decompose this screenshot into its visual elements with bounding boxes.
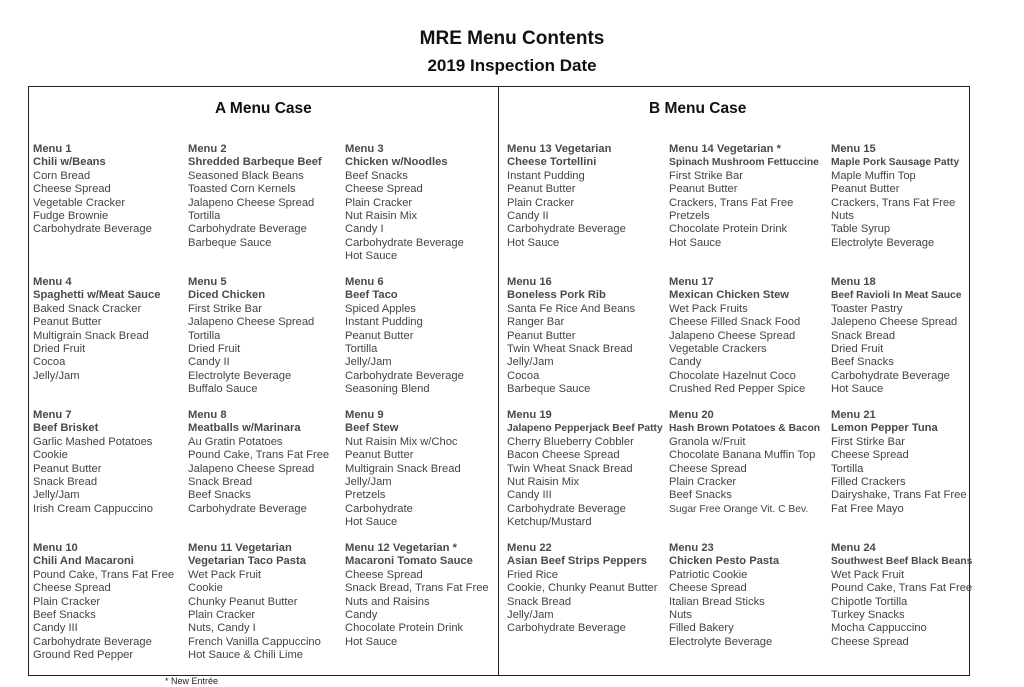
menu-item: Hot Sauce [669, 236, 722, 249]
menu-block [33, 409, 193, 516]
menu-item: Candy [669, 356, 702, 369]
menu-item: Fried Rice [507, 568, 558, 581]
menu-item: Fudge Brownie [33, 210, 109, 223]
menu-number: Menu 11 Vegetarian [188, 542, 292, 554]
menu-item: Crackers, Trans Fat Free [669, 196, 794, 209]
menu-item: Twin Wheat Snack Bread [507, 343, 633, 356]
menu-item: Wet Pack Fruit [188, 568, 262, 581]
menu-item: Bacon Cheese Spread [507, 449, 620, 462]
menu-item: Carbohydrate [345, 502, 413, 515]
menu-item: Patriotic Cookie [669, 568, 748, 581]
menu-item: Hot Sauce [345, 516, 398, 529]
menu-item: Nuts [669, 609, 693, 622]
menu-item: Snack Bread [33, 476, 98, 489]
menu-item: Snack Bread, Trans Fat Free [345, 582, 489, 595]
menu-item: Instant Pudding [345, 316, 423, 329]
menu-item: Peanut Butter [33, 462, 102, 475]
menu-item: Vegetable Cracker [33, 196, 126, 209]
menu-item: Toasted Corn Kernels [188, 183, 296, 196]
menu-item: Cheese Spread [831, 449, 909, 462]
menu-item: First Stirke Bar [831, 435, 905, 448]
menu-item: Pound Cake, Trans Fat Free [831, 582, 973, 595]
menu-item: Beef Snacks [669, 489, 732, 502]
menu-item: Peanut Butter [507, 183, 576, 196]
menu-item: Multigrain Snack Bread [345, 462, 461, 475]
menu-item: First Strike Bar [669, 169, 743, 182]
menu-item: Hot Sauce [831, 383, 884, 396]
menu-number: Menu 9 [345, 409, 384, 421]
menu-block [188, 143, 348, 250]
menu-entree: Shredded Barbeque Beef [188, 156, 322, 169]
menu-entree: Spaghetti w/Meat Sauce [33, 289, 161, 302]
menu-block [33, 143, 193, 237]
menu-item: Pretzels [345, 489, 386, 502]
menu-number: Menu 16 [507, 276, 552, 288]
menu-item: Chocolate Protein Drink [669, 223, 788, 236]
menu-item: Dried Fruit [831, 343, 884, 356]
menu-block [669, 143, 829, 250]
menu-block [188, 542, 348, 663]
menu-block [831, 276, 991, 397]
menu-number: Menu 24 [831, 542, 876, 554]
footnote: * New Entrée [165, 676, 219, 686]
menu-item: Granola w/Fruit [669, 435, 746, 448]
menu-item: Wet Pack Fruit [831, 568, 905, 581]
menu-item: Multigrain Snack Bread [33, 329, 149, 342]
menu-number: Menu 23 [669, 542, 714, 554]
menu-item: Electrolyte Beverage [669, 635, 773, 648]
menu-item: Tortilla [188, 329, 221, 342]
menu-item: Jalepeno Cheese Spread [831, 316, 958, 329]
menu-item: Filled Crackers [831, 476, 906, 489]
menu-item: Hot Sauce & Chili Lime [188, 649, 304, 662]
menu-entree: Asian Beef Strips Peppers [507, 555, 647, 568]
menu-item: Tortilla [831, 462, 864, 475]
menu-item: Fat Free Mayo [831, 502, 904, 515]
menu-item: Seasoned Black Beans [188, 169, 304, 182]
menu-block [345, 143, 505, 264]
menu-number: Menu 7 [33, 409, 72, 421]
menu-item: Candy III [507, 489, 552, 502]
menu-item: Jalapeno Cheese Spread [669, 329, 796, 342]
menu-item: Maple Muffin Top [831, 169, 916, 182]
menu-number: Menu 10 [33, 542, 78, 554]
menu-item: Pound Cake, Trans Fat Free [33, 568, 175, 581]
menu-number: Menu 18 [831, 276, 876, 288]
menu-item: Jelly/Jam [507, 609, 554, 622]
menu-block [507, 143, 667, 250]
menu-entree: Beef Brisket [33, 422, 99, 435]
menu-item: Buffalo Sauce [188, 383, 258, 396]
menu-item: Jelly/Jam [507, 356, 554, 369]
menu-item: Hot Sauce [345, 635, 398, 648]
menu-item: Carbohydrate Beverage [507, 622, 626, 635]
menu-entree: Hash Brown Potatoes & Bacon [669, 423, 821, 435]
menu-entree: Diced Chicken [188, 289, 266, 302]
menu-table [28, 86, 973, 676]
menu-number: Menu 21 [831, 409, 876, 421]
menu-block [507, 276, 667, 397]
menu-item: Hot Sauce [345, 250, 398, 263]
menu-number: Menu 3 [345, 143, 384, 155]
menu-item: Cherry Blueberry Cobbler [507, 435, 634, 448]
menu-item: Carbohydrate Beverage [507, 223, 626, 236]
menu-item: Jelly/Jam [345, 476, 392, 489]
menu-item: Nuts and Raisins [345, 595, 430, 608]
menu-item: Nuts, Candy I [188, 622, 256, 635]
menu-item: Instant Pudding [507, 169, 585, 182]
menu-entree: Lemon Pepper Tuna [831, 422, 938, 435]
menu-item: Candy I [345, 223, 384, 236]
menu-item: Cheese Spread [669, 462, 747, 475]
menu-number: Menu 14 Vegetarian * [669, 143, 781, 155]
menu-item: Jelly/Jam [345, 356, 392, 369]
menu-number: Menu 22 [507, 542, 552, 554]
menu-item: Au Gratin Potatoes [188, 435, 283, 448]
menu-item: Jalapeno Cheese Spread [188, 196, 315, 209]
menu-item: Plain Cracker [345, 196, 413, 209]
menu-item: Ground Red Pepper [33, 649, 134, 662]
menu-entree: Chicken Pesto Pasta [669, 555, 780, 568]
menu-item: Cocoa [33, 356, 66, 369]
menu-item: Beef Snacks [345, 169, 408, 182]
menu-block [33, 276, 193, 383]
menu-item: Carbohydrate Beverage [33, 635, 152, 648]
menu-number: Menu 15 [831, 143, 876, 155]
menu-item: Cheese Filled Snack Food [669, 316, 801, 329]
menu-block [831, 409, 991, 516]
menu-item: Pound Cake, Trans Fat Free [188, 449, 330, 462]
menu-item: Nuts [831, 210, 855, 223]
menu-item: Corn Bread [33, 169, 91, 182]
menu-entree: Spinach Mushroom Fettuccine [669, 157, 819, 169]
menu-item: Filled Bakery [669, 622, 734, 635]
menu-entree: Southwest Beef Black Beans [831, 556, 973, 568]
menu-item: Nut Raisin Mix w/Choc [345, 435, 458, 448]
menu-item: Jelly/Jam [33, 489, 80, 502]
menu-block [669, 409, 829, 516]
menu-item: Cheese Spread [33, 183, 111, 196]
menu-item: Cheese Spread [345, 183, 423, 196]
page-title: MRE Menu Contents [419, 28, 605, 49]
menu-block [669, 542, 829, 649]
menu-number: Menu 12 Vegetarian * [345, 542, 457, 554]
menu-entree: Beef Stew [345, 422, 399, 435]
menu-item: Vegetable Crackers [669, 343, 767, 356]
menu-entree: Chicken w/Noodles [345, 156, 448, 169]
menu-item: Beef Snacks [188, 489, 251, 502]
case-b-title: B Menu Case [649, 100, 747, 117]
menu-entree: Beef Ravioli In Meat Sauce [831, 290, 962, 302]
menu-item: Electrolyte Beverage [831, 236, 935, 249]
menu-item: Chipotle Tortilla [831, 595, 908, 608]
menu-item: Pretzels [669, 210, 710, 223]
menu-item: Dairyshake, Trans Fat Free [831, 489, 967, 502]
menu-item: Jelly/Jam [33, 369, 80, 382]
menu-item: Cookie [188, 582, 223, 595]
menu-item: Plain Cracker [669, 476, 737, 489]
menu-entree: Cheese Tortellini [507, 156, 597, 169]
menu-item: Cocoa [507, 369, 540, 382]
menu-item: Cookie [33, 449, 68, 462]
menu-block [345, 276, 505, 397]
menu-entree: Mexican Chicken Stew [669, 289, 789, 302]
menu-item: Snack Bread [831, 329, 896, 342]
menu-item: Plain Cracker [188, 609, 256, 622]
menu-item: Toaster Pastry [831, 302, 903, 315]
menu-item: Hot Sauce [507, 236, 560, 249]
menu-item: Peanut Butter [507, 329, 576, 342]
menu-item: Table Syrup [831, 223, 891, 236]
menu-block [831, 143, 991, 250]
menu-item: Nut Raisin Mix [507, 476, 580, 489]
menu-item: Seasoning Blend [345, 383, 430, 396]
menu-item: Electrolyte Beverage [188, 369, 292, 382]
menu-item: Tortilla [188, 210, 221, 223]
menu-number: Menu 5 [188, 276, 227, 288]
menu-item: Cookie, Chunky Peanut Butter [507, 582, 658, 595]
menu-item: Dried Fruit [33, 343, 86, 356]
menu-item: Garlic Mashed Potatoes [33, 435, 153, 448]
page-subtitle: 2019 Inspection Date [427, 56, 597, 75]
menu-entree: Chili w/Beans [33, 156, 106, 169]
menu-item: Irish Cream Cappuccino [33, 502, 154, 515]
case-a-title: A Menu Case [215, 100, 312, 117]
menu-number: Menu 6 [345, 276, 384, 288]
menu-item: Santa Fe Rice And Beans [507, 302, 636, 315]
menu-item: Carbohydrate Beverage [188, 502, 307, 515]
menu-block [507, 409, 667, 530]
menu-item: Carbohydrate Beverage [345, 369, 464, 382]
menu-item: Mocha Cappuccino [831, 622, 927, 635]
menu-number: Menu 19 [507, 409, 552, 421]
menu-item: Carbohydrate Beverage [345, 236, 464, 249]
menu-item: Peanut Butter [345, 329, 414, 342]
menu-item: Snack Bread [188, 476, 253, 489]
menu-item: Wet Pack Fruits [669, 302, 748, 315]
menu-item: Cheese Spread [669, 582, 747, 595]
menu-entree: Boneless Pork Rib [507, 289, 606, 302]
menu-number: Menu 17 [669, 276, 714, 288]
menu-item: Ketchup/Mustard [507, 516, 592, 529]
menu-block [345, 542, 505, 649]
menu-item: Candy II [507, 210, 549, 223]
menu-entree: Chili And Macaroni [33, 555, 134, 568]
menu-item: Baked Snack Cracker [33, 302, 142, 315]
menu-block [507, 542, 667, 636]
menu-item: Cheese Spread [345, 568, 423, 581]
menu-entree: Macaroni Tomato Sauce [345, 555, 473, 568]
menu-item: Crackers, Trans Fat Free [831, 196, 956, 209]
menu-block [831, 542, 991, 649]
menu-item: Barbeque Sauce [507, 383, 591, 396]
menu-item: Ranger Bar [507, 316, 565, 329]
menu-item: Tortilla [345, 343, 378, 356]
menu-item: Candy III [33, 622, 78, 635]
menu-number: Menu 13 Vegetarian [507, 143, 612, 155]
menu-number: Menu 20 [669, 409, 714, 421]
menu-item: Peanut Butter [345, 449, 414, 462]
menu-item: Cheese Spread [33, 582, 111, 595]
menu-entree: Maple Pork Sausage Patty [831, 157, 960, 169]
menu-item: Candy [345, 609, 378, 622]
menu-item: Dried Fruit [188, 343, 241, 356]
menu-block [345, 409, 505, 530]
menu-block [188, 276, 348, 397]
menu-item: Carbohydrate Beverage [188, 223, 307, 236]
menu-item: Peanut Butter [33, 316, 102, 329]
menu-item: Carbohydrate Beverage [33, 223, 152, 236]
menu-block [33, 542, 193, 663]
menu-item: Carbohydrate Beverage [507, 502, 626, 515]
menu-entree: Meatballs w/Marinara [188, 422, 301, 435]
menu-item: Nut Raisin Mix [345, 210, 418, 223]
menu-item: Sugar Free Orange Vit. C Bev. [669, 503, 809, 515]
menu-entree: Beef Taco [345, 289, 398, 302]
menu-entree: Jalapeno Pepperjack Beef Patty [507, 423, 663, 435]
menu-item: Chocolate Protein Drink [345, 622, 464, 635]
menu-item: Candy II [188, 356, 230, 369]
menu-item: Beef Snacks [33, 609, 96, 622]
menu-item: Beef Snacks [831, 356, 894, 369]
menu-entree: Vegetarian Taco Pasta [188, 555, 306, 568]
menu-item: Jalapeno Cheese Spread [188, 462, 315, 475]
menu-item: Peanut Butter [831, 183, 900, 196]
menu-item: Barbeque Sauce [188, 236, 272, 249]
menu-number: Menu 2 [188, 143, 227, 155]
menu-item: Carbohydrate Beverage [831, 369, 950, 382]
menu-item: Chocolate Hazelnut Coco [669, 369, 796, 382]
menu-item: Crushed Red Pepper Spice [669, 383, 806, 396]
menu-item: Chunky Peanut Butter [188, 595, 298, 608]
menu-item: Twin Wheat Snack Bread [507, 462, 633, 475]
menu-item: Plain Cracker [33, 595, 101, 608]
menu-item: First Strike Bar [188, 302, 262, 315]
menu-item: Plain Cracker [507, 196, 575, 209]
menu-number: Menu 8 [188, 409, 227, 421]
menu-item: Spiced Apples [345, 302, 416, 315]
menu-number: Menu 1 [33, 143, 72, 155]
menu-item: Snack Bread [507, 595, 572, 608]
menu-item: Turkey Snacks [831, 609, 905, 622]
menu-item: Peanut Butter [669, 183, 738, 196]
menu-block [188, 409, 348, 516]
menu-item: French Vanilla Cappuccino [188, 635, 321, 648]
menu-item: Italian Bread Sticks [669, 595, 765, 608]
menu-item: Cheese Spread [831, 635, 909, 648]
menu-item: Chocolate Banana Muffin Top [669, 449, 816, 462]
menu-block [669, 276, 829, 397]
menu-number: Menu 4 [33, 276, 72, 288]
menu-item: Jalapeno Cheese Spread [188, 316, 315, 329]
